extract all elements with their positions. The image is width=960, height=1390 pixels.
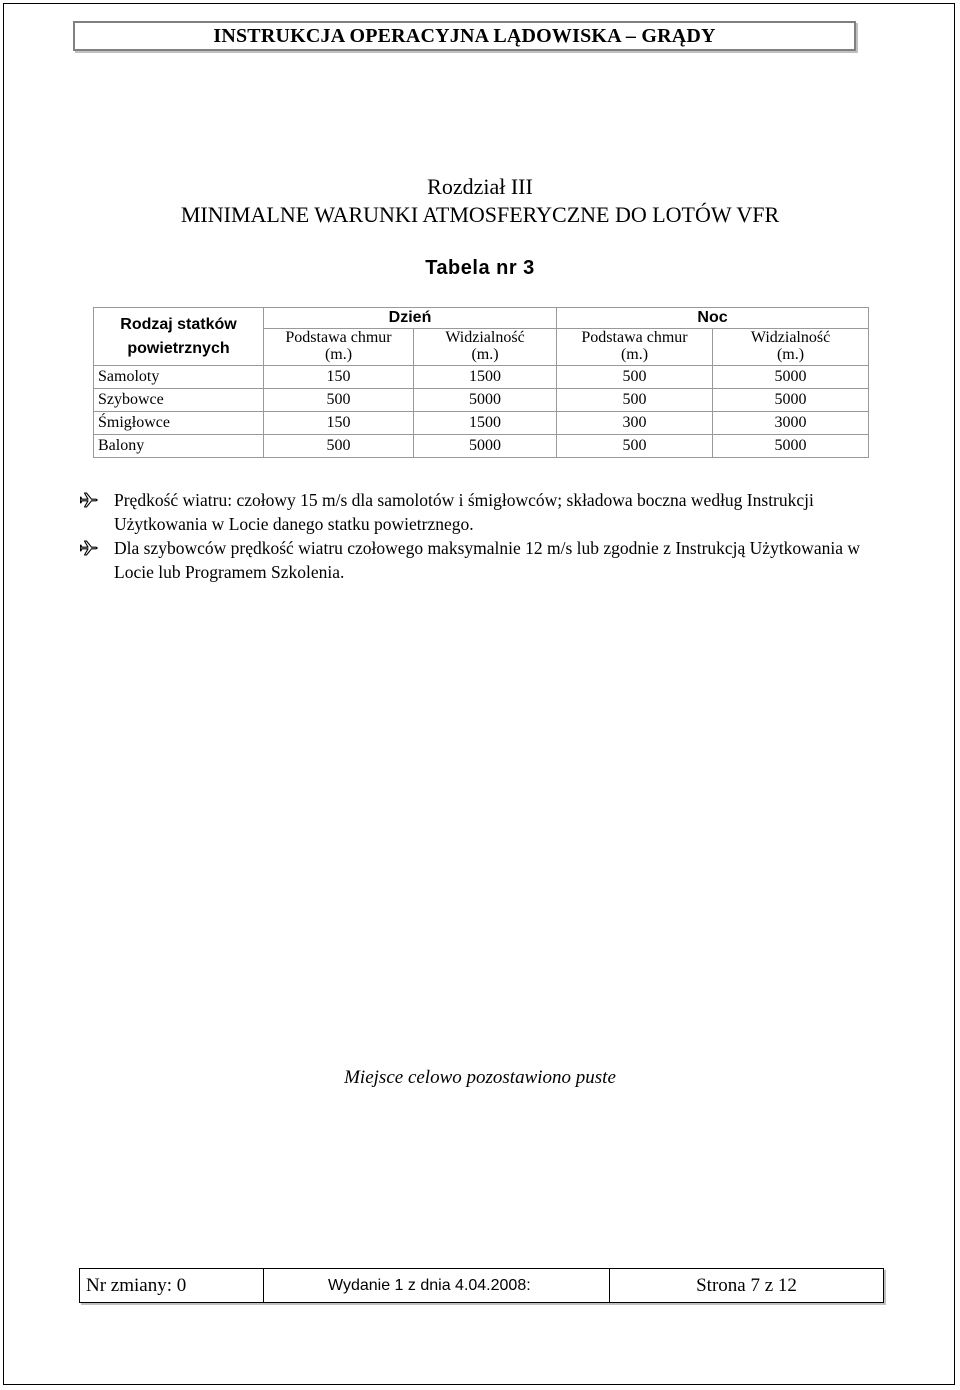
airplane-icon xyxy=(80,538,100,558)
table-title: Tabela nr 3 xyxy=(425,257,535,279)
weather-minima-table xyxy=(93,307,869,458)
day-header: Dzień xyxy=(264,308,557,329)
airplane-icon xyxy=(80,490,100,510)
table-header-row xyxy=(94,308,869,329)
table-row xyxy=(94,389,869,412)
chapter-number: Rozdział III xyxy=(427,174,533,199)
night-visibility-label: Widzialność xyxy=(750,329,831,346)
aircraft-type-cell: Samoloty xyxy=(94,366,264,389)
day-visibility-cell: 5000 xyxy=(414,435,557,458)
aircraft-type-cell: Szybowce xyxy=(94,389,264,412)
day-visibility-cell: 5000 xyxy=(414,389,557,412)
night-visibility-cell: 5000 xyxy=(713,435,869,458)
day-visibility-unit: (m.) xyxy=(471,346,499,363)
edition-info: Wydanie 1 z dnia 4.04.2008: xyxy=(264,1269,610,1302)
day-cloud-base-cell: 500 xyxy=(264,389,414,412)
list-item xyxy=(80,488,890,536)
night-cloud-base-cell: 500 xyxy=(557,366,713,389)
change-number: Nr zmiany: 0 xyxy=(80,1269,264,1302)
table-row xyxy=(94,412,869,435)
night-visibility-cell: 5000 xyxy=(713,366,869,389)
night-cloud-base-header xyxy=(557,329,713,366)
document-header xyxy=(73,21,856,51)
list-item xyxy=(80,536,890,584)
night-cloud-base-cell: 500 xyxy=(557,435,713,458)
day-cloud-base-label: Podstawa chmur xyxy=(285,329,392,346)
table-row xyxy=(94,435,869,458)
day-visibility-cell: 1500 xyxy=(414,366,557,389)
notes-list xyxy=(80,488,890,584)
night-cloud-base-cell: 500 xyxy=(557,389,713,412)
day-cloud-base-unit: (m.) xyxy=(324,346,353,363)
day-visibility-cell: 1500 xyxy=(414,412,557,435)
aircraft-type-cell: Balony xyxy=(94,435,264,458)
note-text: Dla szybowców prędkość wiatru czołowego maksymalnie 12 m/s lub zgodnie z Instrukcją Użytkowania w Locie lub Programem Szkolenia. xyxy=(114,538,860,582)
aircraft-type-header-line2: powietrznych xyxy=(127,339,230,357)
intentionally-blank-note: Miejsce celowo pozostawiono puste xyxy=(344,1067,616,1088)
aircraft-type-header-line1: Rodzaj statków xyxy=(120,315,237,333)
document-title: INSTRUKCJA OPERACYJNA LĄDOWISKA – GRĄDY xyxy=(213,24,716,47)
night-visibility-header xyxy=(713,329,869,366)
document-footer xyxy=(79,1268,884,1303)
day-cloud-base-cell: 500 xyxy=(264,435,414,458)
day-cloud-base-header xyxy=(264,329,414,366)
night-header: Noc xyxy=(557,308,869,329)
day-cloud-base-cell: 150 xyxy=(264,412,414,435)
page-number: Strona 7 z 12 xyxy=(696,1274,797,1296)
night-visibility-cell: 3000 xyxy=(713,412,869,435)
table-row xyxy=(94,366,869,389)
day-visibility-label: Widzialność xyxy=(445,329,525,346)
chapter-title: MINIMALNE WARUNKI ATMOSFERYCZNE DO LOTÓW VFR xyxy=(180,202,780,227)
night-cloud-base-label: Podstawa chmur xyxy=(581,329,688,346)
night-cloud-base-cell: 300 xyxy=(557,412,713,435)
day-visibility-header xyxy=(414,329,557,366)
night-visibility-unit: (m.) xyxy=(776,346,805,363)
aircraft-type-header xyxy=(94,308,264,366)
night-cloud-base-unit: (m.) xyxy=(620,346,649,363)
day-cloud-base-cell: 150 xyxy=(264,366,414,389)
aircraft-type-cell: Śmigłowce xyxy=(94,412,264,435)
night-visibility-cell: 5000 xyxy=(713,389,869,412)
note-text: Prędkość wiatru: czołowy 15 m/s dla samolotów i śmigłowców; składowa boczna według Instrukcji Użytkowania w Locie danego statku powietrznego. xyxy=(114,490,814,534)
